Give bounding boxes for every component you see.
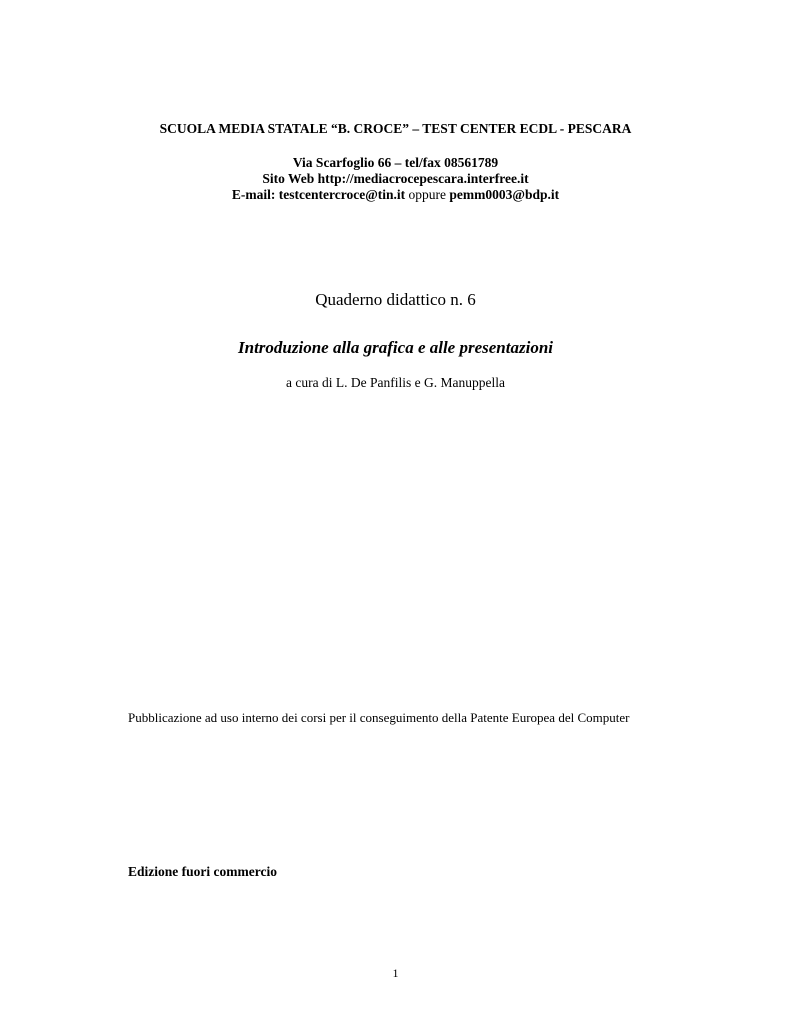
email-line	[0, 187, 791, 203]
publication-note: Pubblicazione ad uso interno dei corsi per il conseguimento della Patente Europea del Computer	[128, 710, 630, 725]
document-title: Quaderno didattico n. 6	[315, 290, 476, 309]
address-line: Via Scarfoglio 66 – tel/fax 08561789	[292, 155, 499, 170]
page-number: 1	[392, 966, 399, 980]
school-header: SCUOLA MEDIA STATALE “B. CROCE” – TEST CENTER ECDL - PESCARA	[159, 121, 632, 136]
email-secondary: pemm0003@bdp.it	[449, 187, 560, 202]
document-subtitle: Introduzione alla grafica e alle presentazioni	[238, 338, 553, 357]
email-connector: oppure	[405, 187, 450, 202]
edition-note: Edizione fuori commercio	[128, 864, 277, 879]
website-line: Sito Web http://mediacrocepescara.interfree.it	[262, 171, 529, 186]
curators-line: a cura di L. De Panfilis e G. Manuppella	[286, 375, 505, 390]
email-primary: E-mail: testcentercroce@tin.it	[231, 187, 406, 202]
